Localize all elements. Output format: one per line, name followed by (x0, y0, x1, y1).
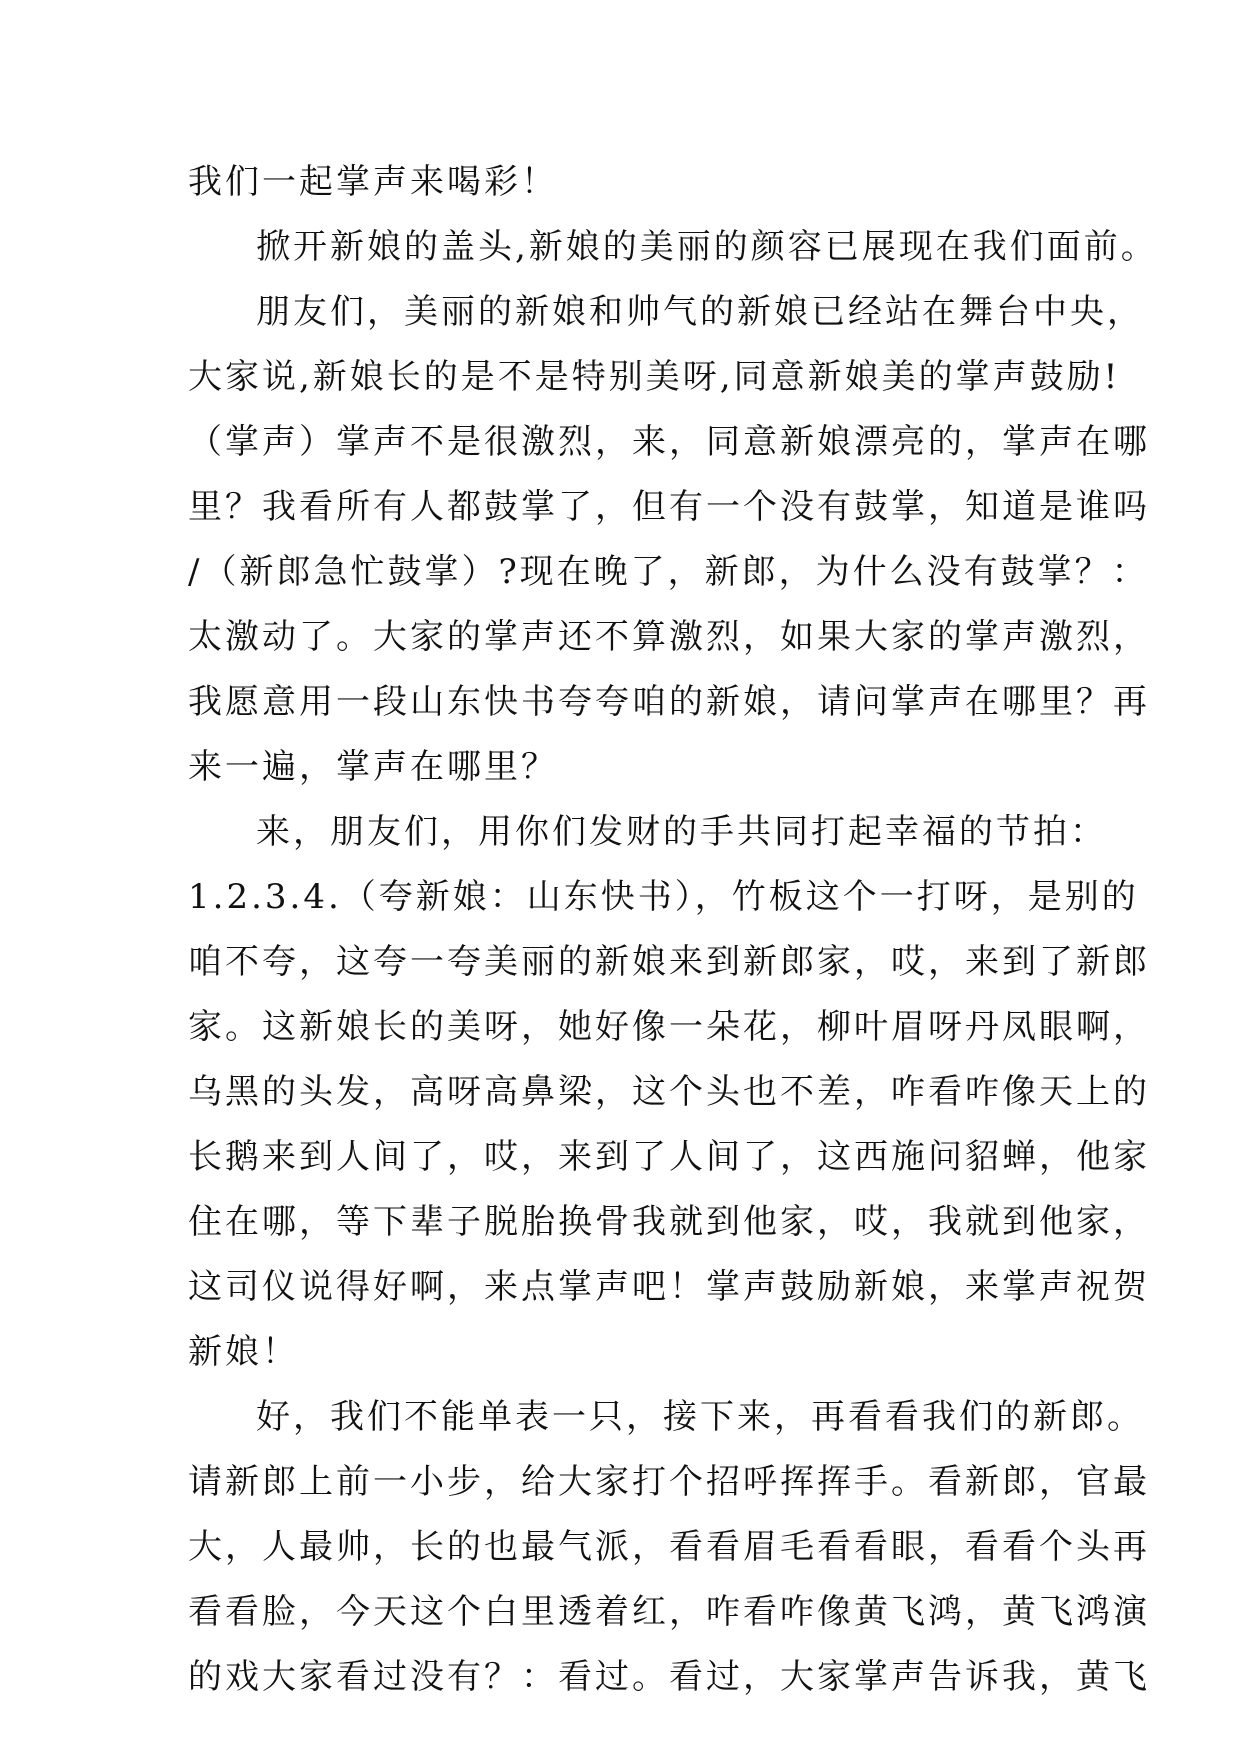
text-line: 长鹅来到人间了，哎，来到了人间了，这西施问貂蝉，他家 (188, 1137, 1150, 1177)
text-line: 来，朋友们，用你们发财的手共同打起幸福的节拍： (256, 812, 1107, 852)
document-body (188, 155, 1158, 1715)
text-line: 这司仪说得好啊，来点掌声吧！掌声鼓励新娘，来掌声祝贺 (188, 1267, 1150, 1307)
text-line: 里？我看所有人都鼓掌了，但有一个没有鼓掌，知道是谁吗 (188, 487, 1150, 527)
text-line: 咱不夸，这夸一夸美丽的新娘来到新郎家，哎，来到了新郎 (188, 942, 1150, 982)
text-line: 住在哪，等下辈子脱胎换骨我就到他家，哎，我就到他家， (188, 1202, 1150, 1242)
text-line: 来一遍，掌声在哪里？ (188, 747, 558, 787)
text-line: 的戏大家看过没有？：看过。看过，大家掌声告诉我，黄飞 (188, 1657, 1150, 1697)
text-line: 新娘！ (188, 1332, 299, 1372)
text-line: 朋友们，美丽的新娘和帅气的新娘已经站在舞台中央， (256, 292, 1144, 332)
text-line: /（新郎急忙鼓掌）?现在晚了，新郎，为什么没有鼓掌？： (188, 552, 1149, 592)
text-line: 大，人最帅，长的也最气派，看看眉毛看看眼，看看个头再 (188, 1527, 1150, 1567)
text-line: 掀开新娘的盖头,新娘的美丽的颜容已展现在我们面前。 (256, 227, 1158, 267)
text-line: 家。这新娘长的美呀，她好像一朵花，柳叶眉呀丹凤眼啊， (188, 1007, 1150, 1047)
text-line: 大家说,新娘长的是不是特别美呀,同意新娘美的掌声鼓励! (188, 357, 1121, 397)
text-line: 1.2.3.4.（夸新娘：山东快书），竹板这个一打呀，是别的 (188, 877, 1139, 917)
text-line: 我们一起掌声来喝彩！ (188, 162, 558, 202)
text-line: 我愿意用一段山东快书夸夸咱的新娘，请问掌声在哪里？再 (188, 682, 1150, 722)
text-line: （掌声）掌声不是很激烈，来，同意新娘漂亮的，掌声在哪 (188, 422, 1150, 462)
text-line: 乌黑的头发，高呀高鼻梁，这个头也不差，咋看咋像天上的 (188, 1072, 1150, 1112)
text-line: 请新郎上前一小步，给大家打个招呼挥挥手。看新郎，官最 (188, 1462, 1150, 1502)
text-line: 太激动了。大家的掌声还不算激烈，如果大家的掌声激烈， (188, 617, 1150, 657)
text-line: 看看脸，今天这个白里透着红，咋看咋像黄飞鸿，黄飞鸿演 (188, 1592, 1150, 1632)
text-line: 好，我们不能单表一只，接下来，再看看我们的新郎。 (256, 1397, 1144, 1437)
